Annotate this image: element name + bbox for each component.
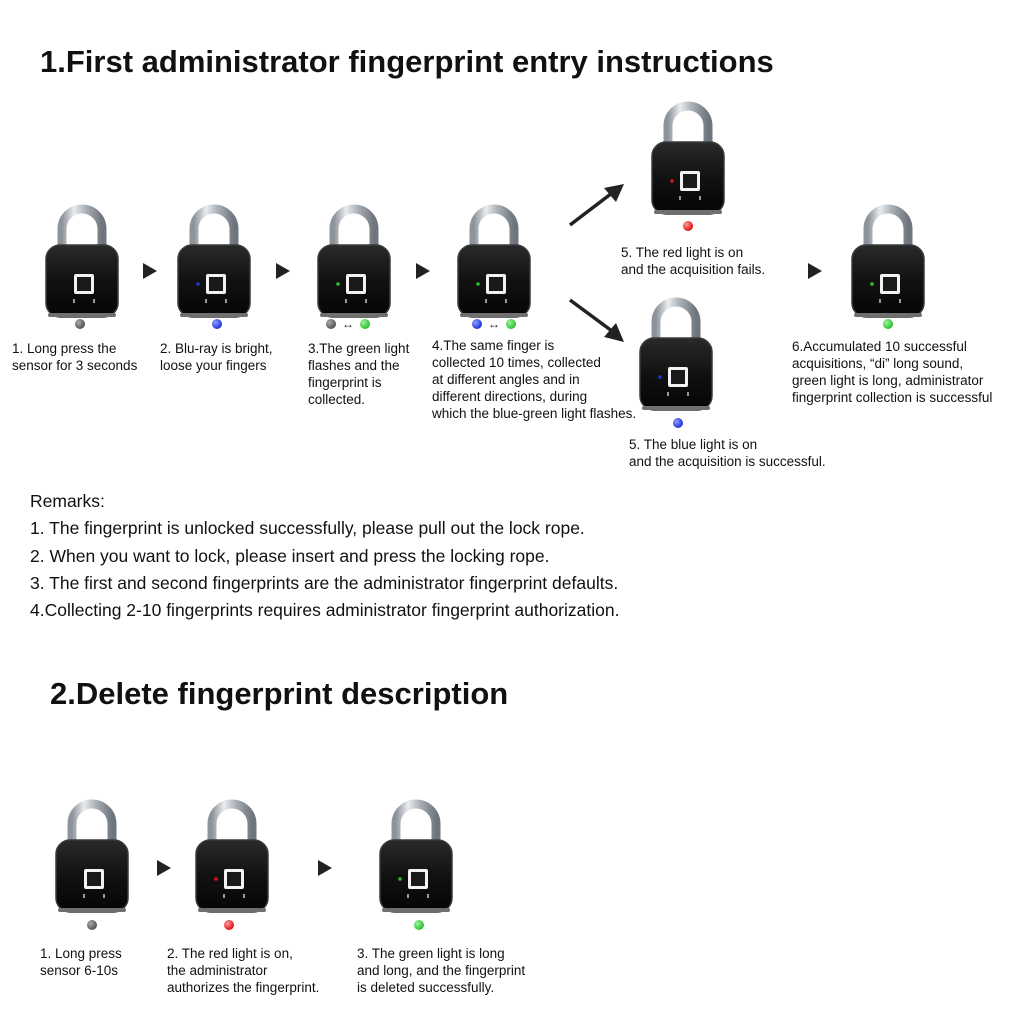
indicator-light: [673, 418, 683, 428]
step-caption: 5. The red light is on and the acquisition fails.: [621, 245, 766, 277]
indicator-light: [683, 221, 693, 231]
step-caption: 2. Blu-ray is bright, loose your fingers: [160, 341, 273, 373]
indicator-light-alternating: ↔: [326, 319, 370, 329]
arrow-right-icon: [416, 263, 430, 279]
section2-title: 2.Delete fingerprint description: [50, 676, 509, 711]
step-caption: 1. Long press sensor 6-10s: [40, 946, 122, 978]
padlock-icon: [190, 790, 274, 914]
step-caption: 4.The same finger is collected 10 times, collected at different angles and in different directions, during which the blue-green light flashes.: [432, 338, 637, 421]
indicator-light: [883, 319, 893, 329]
padlock-icon: [50, 790, 134, 914]
remark-item: 1. The fingerprint is unlocked successfully, please pull out the lock rope.: [30, 518, 585, 539]
remark-item: 4.Collecting 2-10 fingerprints requires administrator fingerprint authorization.: [30, 600, 620, 621]
section1-title: 1.First administrator fingerprint entry instructions: [40, 44, 774, 79]
arrow-right-icon: [143, 263, 157, 279]
remark-item: 2. When you want to lock, please insert and press the locking rope.: [30, 545, 550, 566]
remarks: [30, 488, 619, 624]
padlock-icon: [312, 195, 396, 319]
indicator-light: [224, 920, 234, 930]
padlock-icon: [452, 195, 536, 319]
padlock-icon: [846, 195, 930, 319]
indicator-light-alternating: ↔: [472, 319, 516, 329]
step-caption: 3.The green light flashes and the fingerprint is collected.: [308, 341, 410, 407]
step-caption: 1. Long press the sensor for 3 seconds: [12, 341, 138, 373]
arrow-right-icon: [157, 860, 171, 876]
padlock-icon: [40, 195, 124, 319]
remark-item: 3. The first and second fingerprints are the administrator fingerprint defaults.: [30, 572, 619, 593]
padlock-icon: [374, 790, 458, 914]
arrow-up-right-icon: [566, 180, 630, 230]
indicator-light: [212, 319, 222, 329]
padlock-icon: [172, 195, 256, 319]
step-caption: 5. The blue light is on and the acquisition is successful.: [629, 437, 826, 469]
step-caption: 6.Accumulated 10 successful acquisitions, “di” long sound, green light is long, administrator fingerprint collection is successful: [792, 339, 993, 405]
indicator-light: [75, 319, 85, 329]
remarks-heading: Remarks:: [30, 491, 105, 511]
indicator-light: [414, 920, 424, 930]
arrow-right-icon: [276, 263, 290, 279]
arrow-right-icon: [318, 860, 332, 876]
step-caption: 2. The red light is on, the administrator authorizes the fingerprint.: [167, 946, 320, 995]
step-caption: 3. The green light is long and long, and the fingerprint is deleted successfully.: [357, 946, 526, 995]
padlock-icon: [646, 92, 730, 216]
padlock-icon: [634, 288, 718, 412]
indicator-light: [87, 920, 97, 930]
arrow-right-icon: [808, 263, 822, 279]
